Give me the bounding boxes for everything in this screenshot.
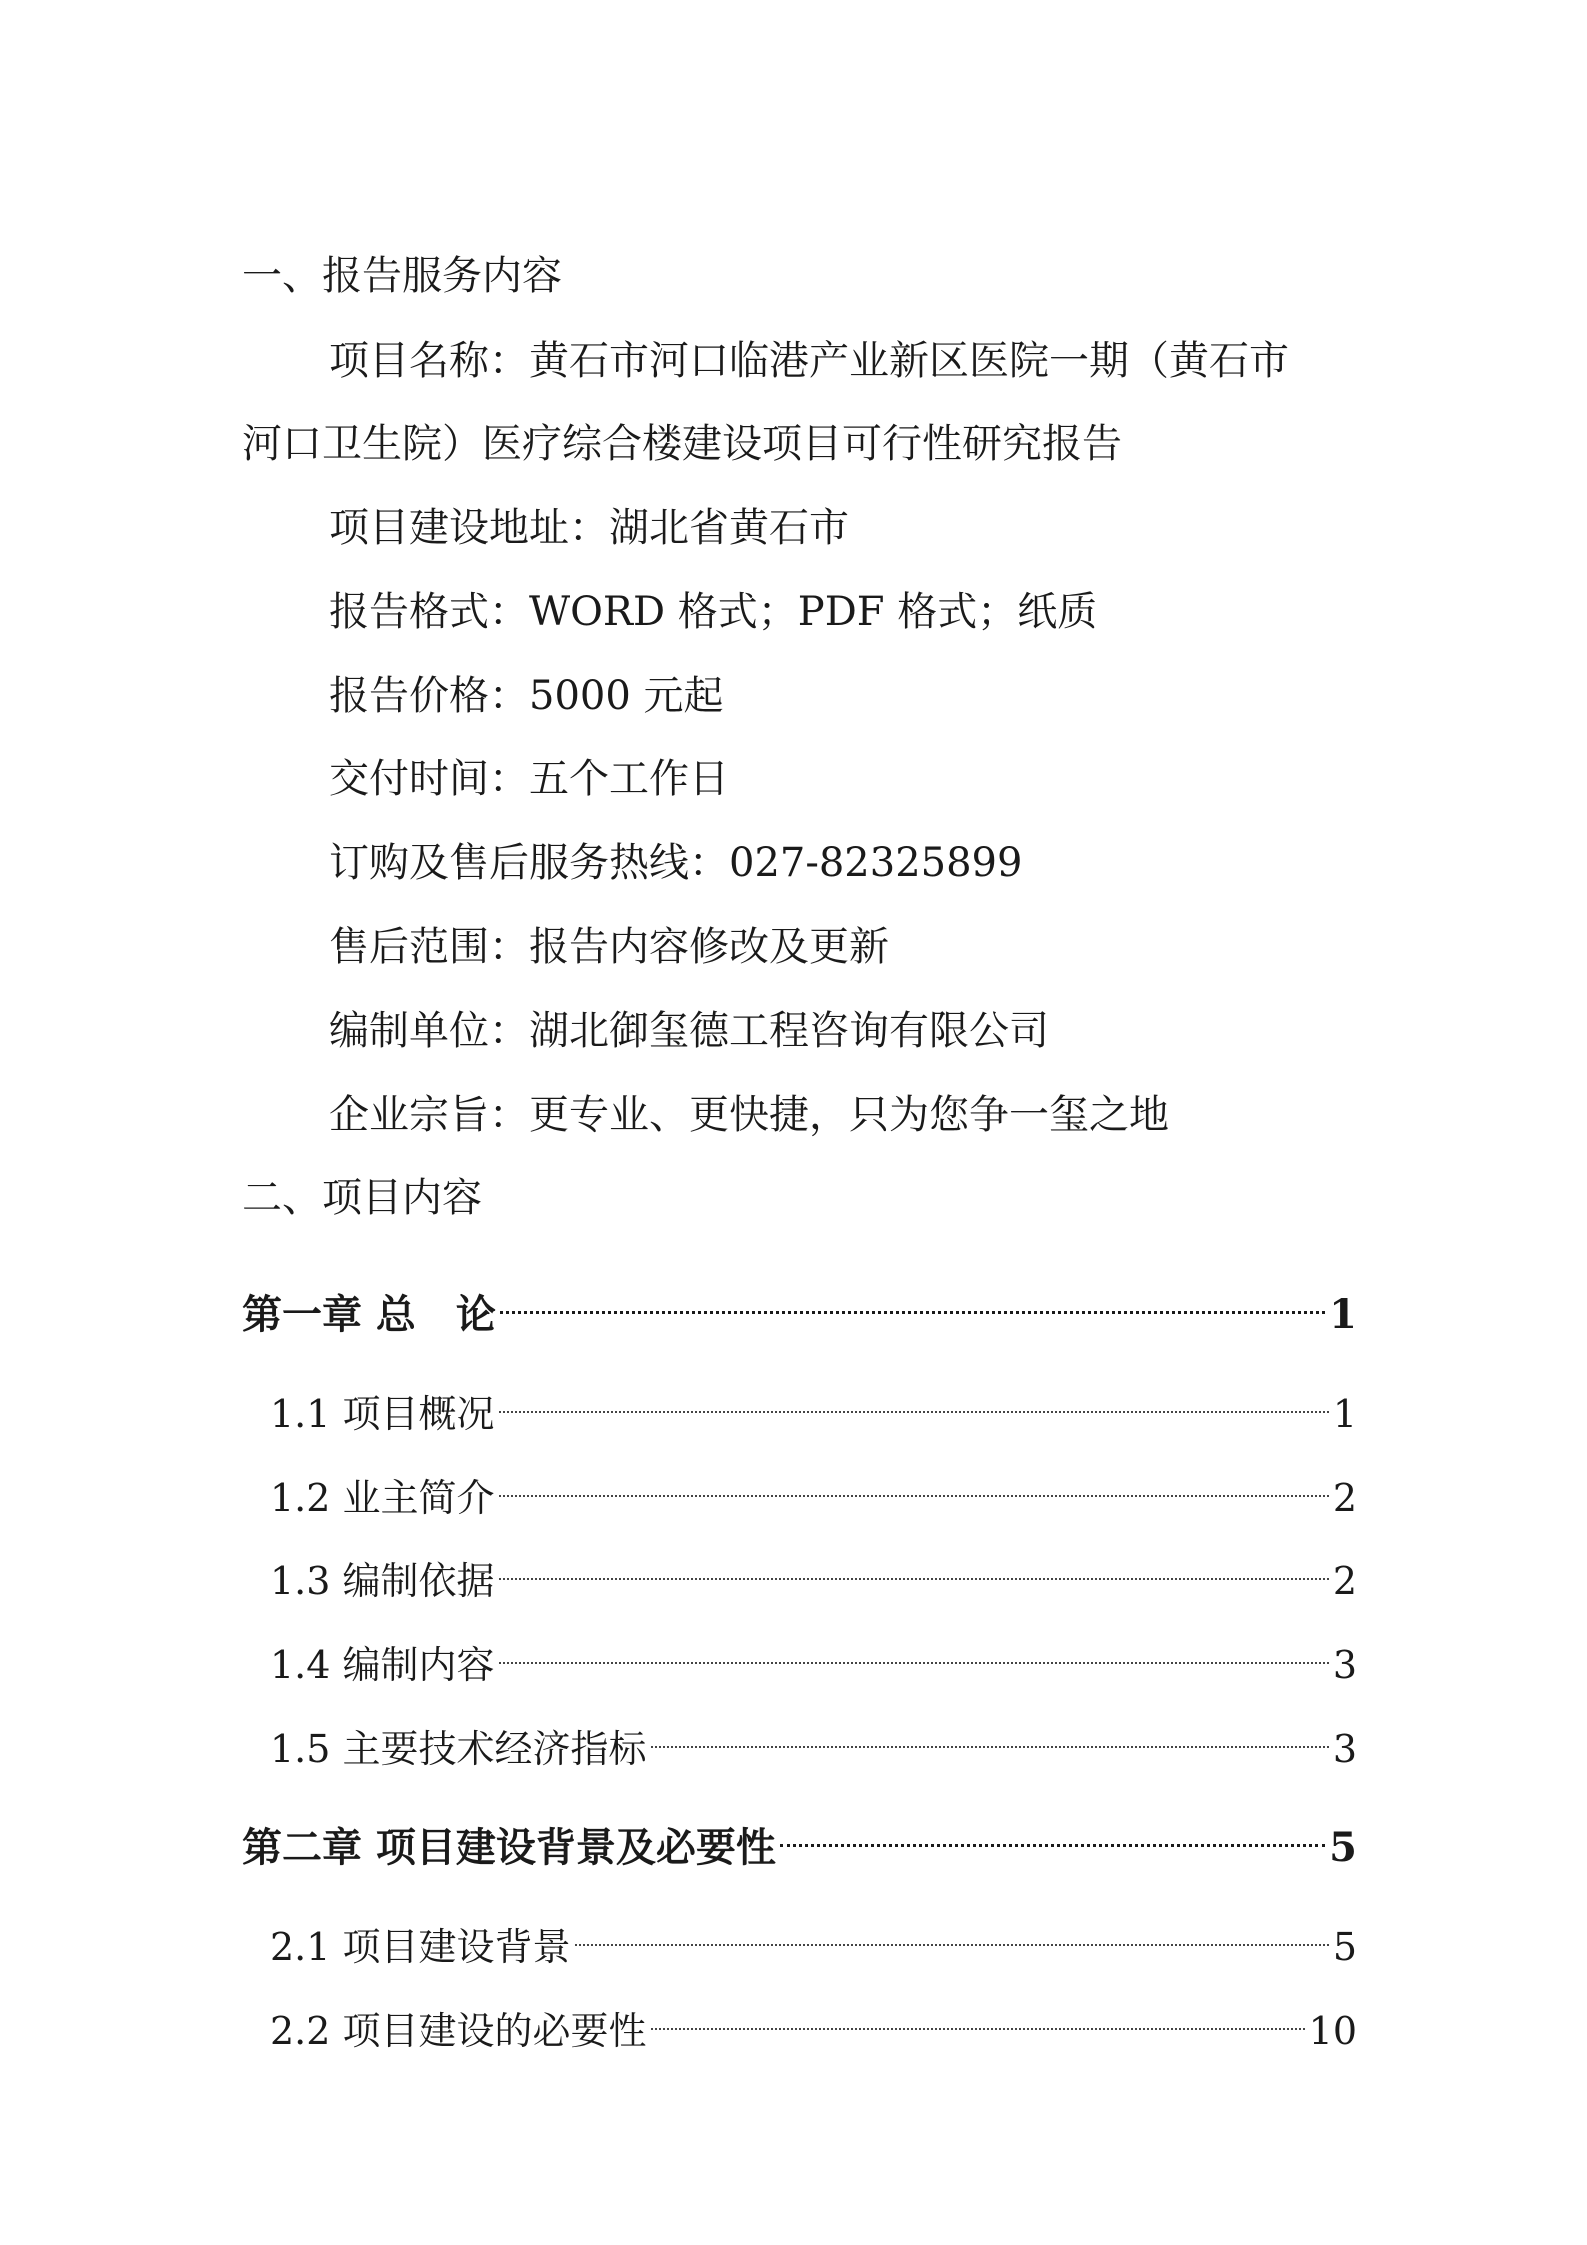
compiling-unit: 编制单位：湖北御玺德工程咨询有限公司	[329, 1008, 1049, 1054]
project-name-line2: 河口卫生院）医疗综合楼建设项目可行性研究报告	[242, 421, 1122, 467]
toc-entry-page: 1	[1329, 1291, 1357, 1338]
toc-entry-label: 第二章 项目建设背景及必要性	[242, 1824, 776, 1871]
toc-leader-dots	[499, 1618, 1329, 1678]
toc-entry-page: 3	[1332, 1727, 1357, 1771]
toc-entry-chapter-2[interactable]	[242, 1801, 1357, 1871]
toc-entry-label: 第一章 总 论	[242, 1291, 496, 1338]
toc-entry-page: 5	[1332, 1925, 1357, 1969]
toc-entry-label: 1.5 主要技术经济指标	[270, 1727, 647, 1771]
toc-entry-page: 3	[1332, 1643, 1357, 1687]
toc-leader-dots	[499, 1367, 1329, 1427]
toc-leader-dots	[651, 1702, 1329, 1762]
toc-leader-dots	[499, 1451, 1329, 1511]
toc-entry-section-1-3[interactable]	[270, 1534, 1357, 1603]
toc-entry-section-2-2[interactable]	[270, 1984, 1357, 2053]
company-tenet: 企业宗旨：更专业、更快捷，只为您争一玺之地	[329, 1092, 1169, 1138]
toc-entry-label: 2.2 项目建设的必要性	[270, 2009, 647, 2053]
toc-entry-page: 5	[1329, 1824, 1357, 1871]
section-heading-content: 二、项目内容	[242, 1175, 482, 1221]
delivery-time: 交付时间：五个工作日	[329, 756, 729, 802]
toc-entry-label: 1.4 编制内容	[270, 1643, 495, 1687]
toc-entry-label: 1.2 业主简介	[270, 1476, 495, 1520]
toc-entry-section-2-1[interactable]	[270, 1900, 1357, 1969]
toc-entry-section-1-5[interactable]	[270, 1702, 1357, 1771]
service-hotline: 订购及售后服务热线：027-82325899	[329, 840, 1023, 886]
toc-entry-label: 1.3 编制依据	[270, 1559, 495, 1603]
toc-leader-dots	[651, 1984, 1305, 2044]
toc-leader-dots	[780, 1801, 1325, 1861]
project-address: 项目建设地址：湖北省黄石市	[329, 505, 849, 551]
toc-entry-page: 2	[1332, 1559, 1357, 1603]
toc-entry-label: 2.1 项目建设背景	[270, 1925, 571, 1969]
report-price: 报告价格：5000 元起	[329, 673, 724, 719]
toc-leader-dots	[500, 1268, 1325, 1328]
toc-entry-page: 10	[1308, 2009, 1357, 2053]
report-format: 报告格式：WORD 格式；PDF 格式；纸质	[329, 589, 1098, 635]
toc-entry-chapter-1[interactable]	[242, 1268, 1357, 1338]
toc-leader-dots	[575, 1900, 1329, 1960]
toc-entry-section-1-4[interactable]	[270, 1618, 1357, 1687]
toc-entry-page: 1	[1332, 1392, 1357, 1436]
after-sales-scope: 售后范围：报告内容修改及更新	[329, 924, 889, 970]
toc-entry-section-1-2[interactable]	[270, 1451, 1357, 1520]
toc-entry-section-1-1[interactable]	[270, 1367, 1357, 1436]
toc-entry-label: 1.1 项目概况	[270, 1392, 495, 1436]
toc-leader-dots	[499, 1534, 1329, 1594]
toc-entry-page: 2	[1332, 1476, 1357, 1520]
project-name-line1: 项目名称：黄石市河口临港产业新区医院一期（黄石市	[329, 338, 1289, 384]
section-heading-service: 一、报告服务内容	[242, 253, 562, 299]
